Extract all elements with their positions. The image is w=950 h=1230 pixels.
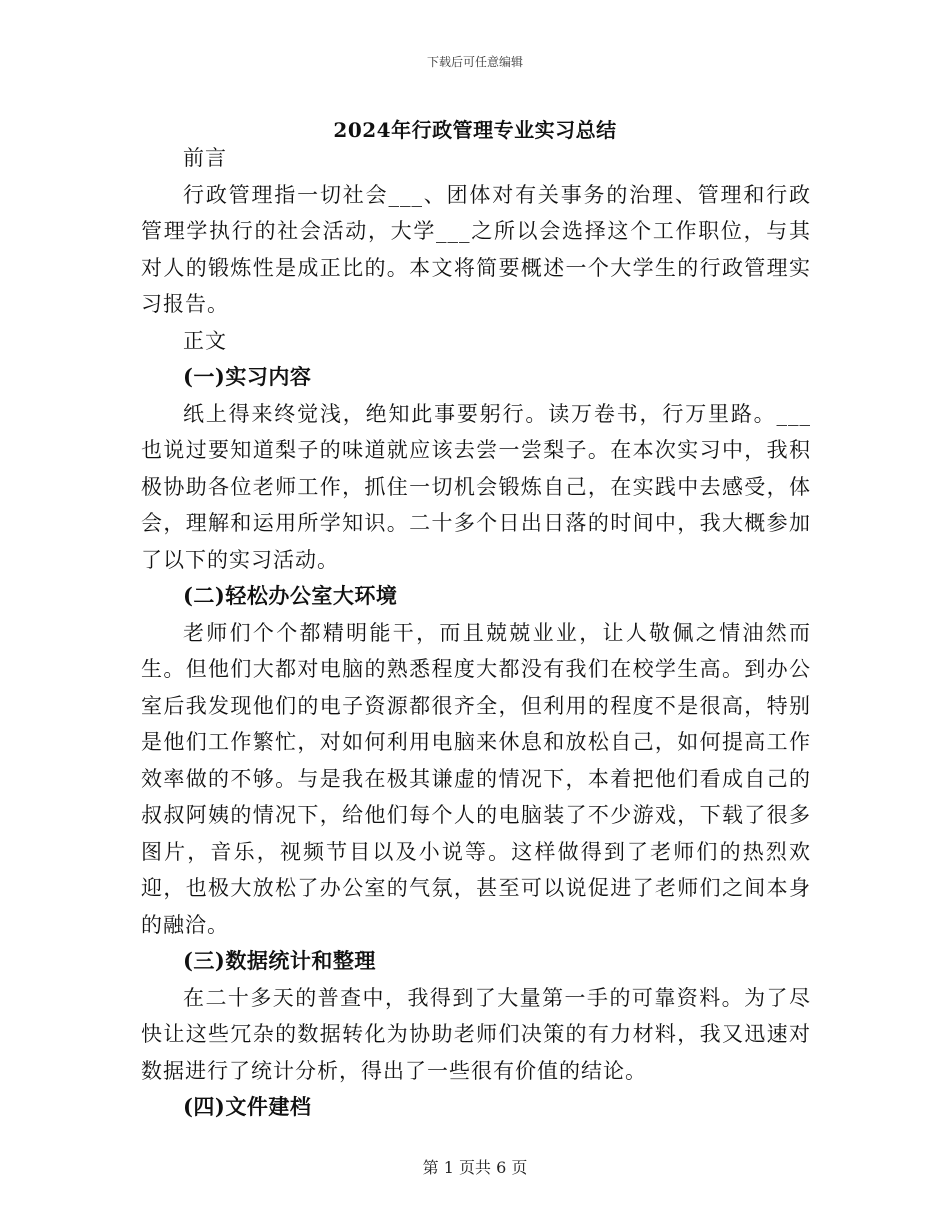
section-heading: (三)数据统计和整理: [183, 948, 376, 973]
body-paragraph: 老师们个个都精明能干，而且兢兢业业，让人敬佩之情油然而生。但他们大都对电脑的熟悉程度大都没有我们在校学生高。到办公室后我发现他们的电子资源都很齐全，但利用的程度不是很高，特别是他们工作繁忙，对如何利用电脑来休息和放松自己，如何提高工作效率做的不够。与是我在极其谦虚的情况下，本着把他们看成自己的叔叔阿姨的情况下，给他们每个人的电脑装了不少游戏，下载了很多图片，音乐，视频节目以及小说等。这样做得到了老师们的热烈欢迎，也极大放松了办公室的气氛，甚至可以说促进了老师们之间本身的融洽。: [141, 620, 811, 937]
page-footer: 第 1 页共 6 页: [422, 1158, 528, 1177]
body-paragraph: 行政管理指一切社会___、团体对有关事务的治理、管理和行政管理学执行的社会活动，大学___之所以会选择这个工作职位，与其对人的锻炼性是成正比的。本文将简要概述一个大学生的行政管理实习报告。: [141, 182, 811, 316]
document-title: 2024年行政管理专业实习总结: [333, 118, 617, 142]
body-paragraph: 在二十多天的普查中，我得到了大量第一手的可靠资料。为了尽快让这些冗杂的数据转化为协助老师们决策的有力材料，我又迅速对数据进行了统计分析，得出了一些很有价值的结论。: [141, 985, 811, 1083]
section-label-preface: 前言: [183, 146, 227, 170]
section-heading: (一)实习内容: [183, 364, 312, 389]
section-heading: (四)文件建档: [183, 1094, 312, 1119]
section-label-main: 正文: [183, 328, 227, 353]
body-paragraph: 纸上得来终觉浅，绝知此事要躬行。读万卷书，行万里路。___也说过要知道梨子的味道就应该去尝一尝梨子。在本次实习中，我积极协助各位老师工作，抓住一切机会锻炼自己，在实践中去感受，体会，理解和运用所学知识。二十多个日出日落的时间中，我大概参加了以下的实习活动。: [141, 401, 811, 572]
document-body: [141, 140, 811, 1126]
header-note: 下载后可任意编辑: [426, 55, 523, 69]
section-heading: (二)轻松办公室大环境: [183, 583, 398, 608]
